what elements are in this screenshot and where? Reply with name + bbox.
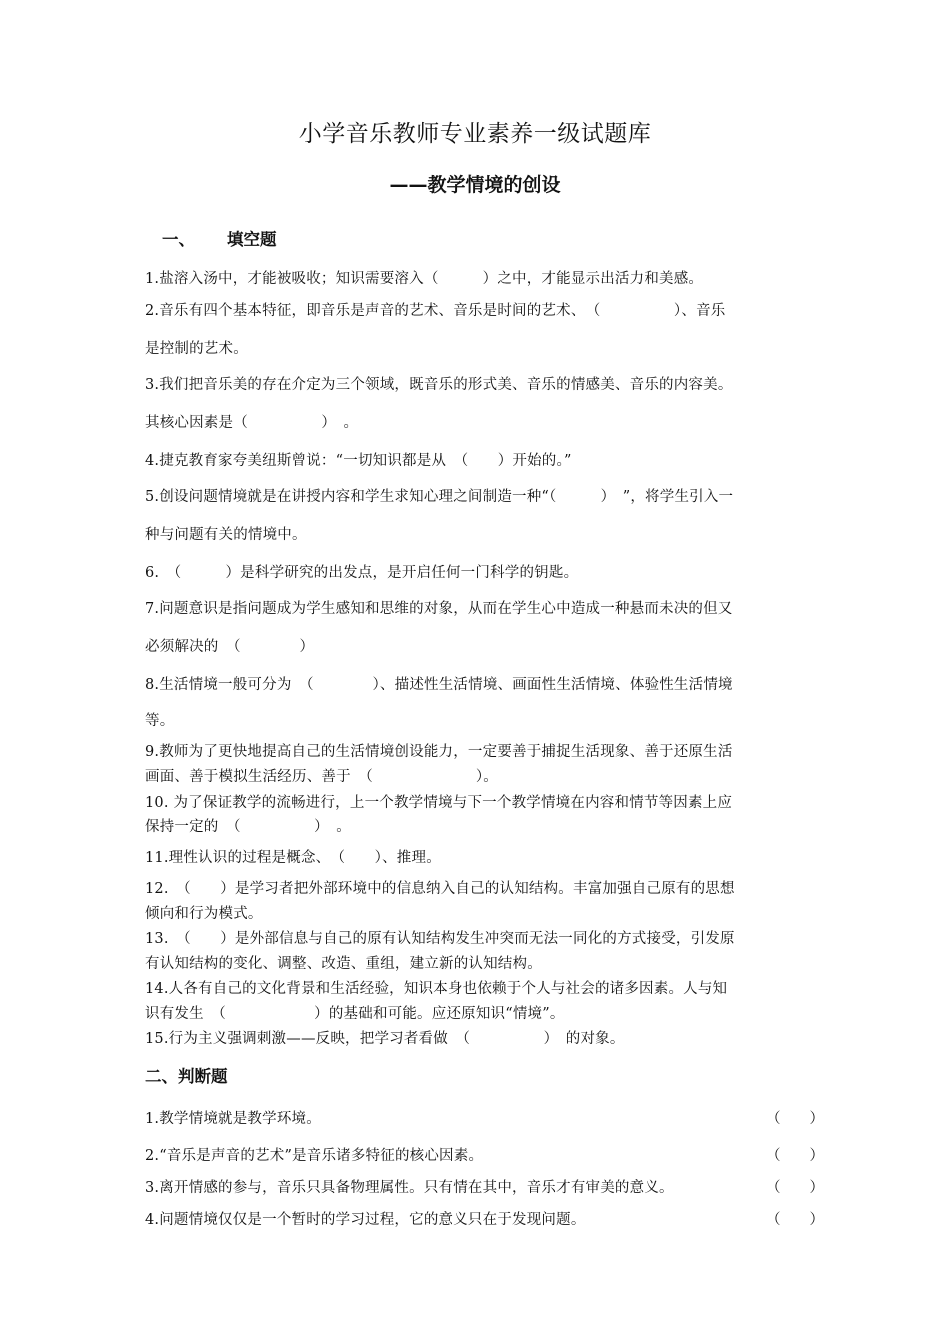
judge-item-text: 4.问题情境仅仅是一个暂时的学习过程，它的意义只在于发现问题。 <box>145 1212 586 1228</box>
judge-answer-paren: （ ） <box>766 1180 824 1196</box>
question-line: 倾向和行为模式。 <box>145 906 263 922</box>
question-line: 6. （ ）是科学研究的出发点，是开启任何一门科学的钥匙。 <box>145 565 579 581</box>
judge-answer-paren: （ ） <box>766 1148 824 1164</box>
question-line: 9.教师为了更快地提高自己的生活情境创设能力，一定要善于捕捉生活现象、善于还原生活 <box>145 744 733 760</box>
judge-answer-paren: （ ） <box>766 1111 824 1127</box>
question-line: 2.音乐有四个基本特征，即音乐是声音的艺术、音乐是时间的艺术、 （ ）、音乐 <box>145 303 726 319</box>
question-line: 13. （ ）是外部信息与自己的原有认知结构发生冲突而无法一同化的方式接受，引发原 <box>145 931 735 947</box>
question-line: 11.理性认识的过程是概念、 （ ）、推理。 <box>145 850 441 866</box>
question-line: 必须解决的 （ ） <box>145 639 315 655</box>
question-line: 保持一定的 （ ） 。 <box>145 819 351 835</box>
judge-item-text: 2.“音乐是声音的艺术”是音乐诸多特征的核心因素。 <box>145 1148 484 1164</box>
judge-item-text: 1.教学情境就是教学环境。 <box>145 1111 321 1127</box>
question-line: 7.问题意识是指问题成为学生感知和思维的对象，从而在学生心中造成一种悬而未决的但又 <box>145 601 733 617</box>
question-line: 1.盐溶入汤中，才能被吸收；知识需要溶入（ ）之中，才能显示出活力和美感。 <box>145 271 704 287</box>
document-title: 小学音乐教师专业素养一级试题库 <box>298 121 652 147</box>
question-line: 是控制的艺术。 <box>145 341 248 357</box>
question-line: 其核心因素是（ ） 。 <box>145 415 359 431</box>
question-line: 15.行为主义强调刺激——反映，把学习者看做 （ ） 的对象。 <box>145 1031 625 1047</box>
question-line: 12. （ ）是学习者把外部环境中的信息纳入自己的认知结构。丰富加强自己原有的思想 <box>145 881 735 897</box>
judge-answer-paren: （ ） <box>766 1212 824 1228</box>
question-line: 4.捷克教育家夸美纽斯曾说：“一切知识都是从 （ ）开始的。” <box>145 453 572 469</box>
question-line: 有认知结构的变化、调整、改造、重组，建立新的认知结构。 <box>145 956 542 972</box>
question-line: 8.生活情境一般可分为 （ ）、描述性生活情境、画面性生活情境、体验性生活情境 <box>145 677 733 693</box>
section-heading-judge: 二、判断题 <box>145 1067 228 1086</box>
section-heading-fill <box>162 226 277 250</box>
question-line: 画面、善于模拟生活经历、善于 （ ）。 <box>145 769 498 785</box>
question-line: 等。 <box>145 713 175 729</box>
question-line: 14.人各有自己的文化背景和生活经验，知识本身也依赖于个人与社会的诸多因素。人与知 <box>145 981 728 997</box>
question-line: 种与问题有关的情境中。 <box>145 527 307 543</box>
question-line: 5.创设问题情境就是在讲授内容和学生求知心理之间制造一种“（ ） ”，将学生引入一 <box>145 489 734 505</box>
document-subtitle: ——教学情境的创设 <box>389 174 561 196</box>
section-title: 填空题 <box>227 230 277 249</box>
question-line: 3.我们把音乐美的存在介定为三个领域，既音乐的形式美、音乐的情感美、音乐的内容美。 <box>145 377 733 393</box>
question-line: 识有发生 （ ）的基础和可能。应还原知识“情境”。 <box>145 1006 565 1022</box>
judge-item-text: 3.离开情感的参与，音乐只具备物理属性。只有情在其中，音乐才有审美的意义。 <box>145 1180 674 1196</box>
question-line: 10. 为了保证教学的流畅进行，上一个教学情境与下一个教学情境在内容和情节等因素上应 <box>145 795 733 811</box>
section-number: 一、 <box>162 230 195 249</box>
